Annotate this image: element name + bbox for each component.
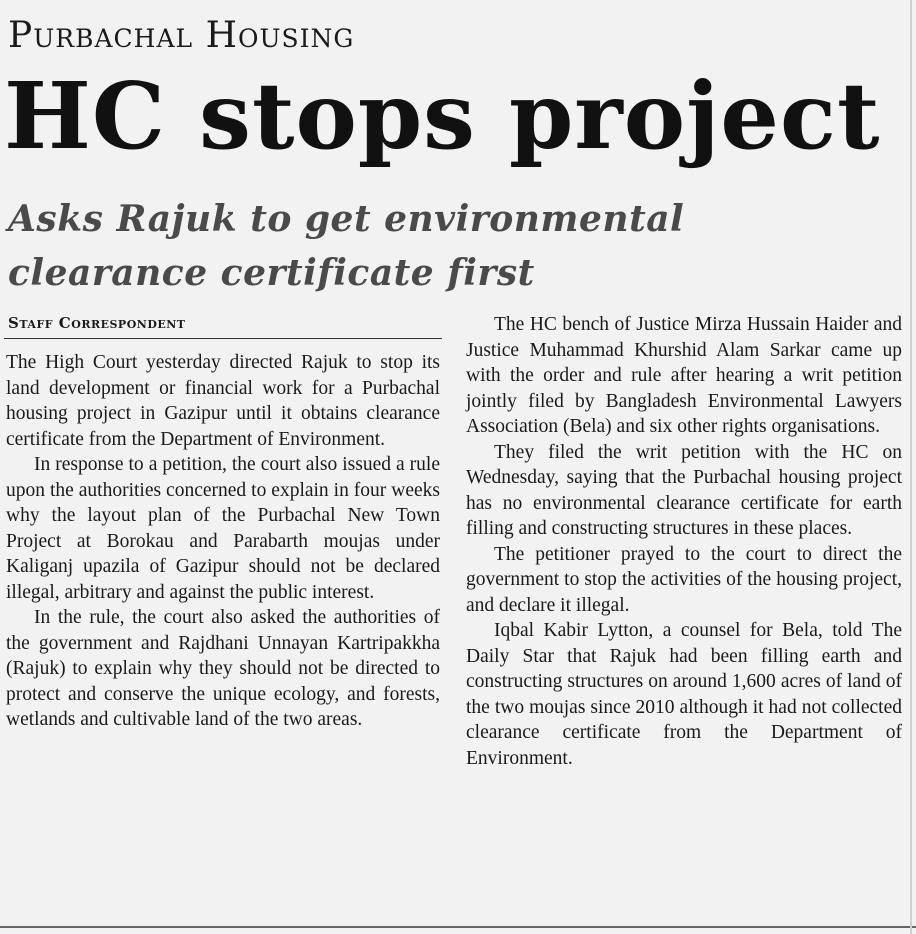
paragraph: They filed the writ petition with the HC on Wednesday, saying that the Purbachal housing project has no environmental clearance certificate for earth filling and constructing structures in these places.: [466, 441, 902, 539]
paragraph: Iqbal Kabir Lytton, a counsel for Bela, told The Daily Star that Rajuk had been filling earth and constructing structures on around 1,600 acres of land of the two moujas since 2010 although it had not collected clearance certificate from the Department of Environment.: [466, 620, 902, 769]
clipping-edge: [910, 0, 912, 934]
article-column-right: [466, 312, 902, 771]
headline: HC stops project: [4, 62, 881, 170]
paragraph: In the rule, the court also asked the authorities of the government and Rajdhani Unnayan Kartripakkha (Rajuk) to explain why they should not be directed to protect and conserve the unique ecology, and forests, wetlands and cultivable land of the two areas.: [6, 607, 440, 730]
paragraph: The petitioner prayed to the court to direct the government to stop the activities of the housing project, and declare it illegal.: [466, 543, 902, 616]
subheadline: Asks Rajuk to get environmental clearance certificate first: [8, 198, 685, 294]
article-column-left: [6, 350, 440, 733]
paragraph: The HC bench of Justice Mirza Hussain Haider and Justice Muhammad Khurshid Alam Sarkar came up with the order and rule after hearing a writ petition jointly filed by Bangladesh Environmental Lawyers Association (Bela) and six other rights organisations.: [466, 314, 902, 437]
byline: Staff Correspondent: [8, 314, 186, 332]
bottom-divider: [0, 926, 916, 928]
byline-divider: [4, 338, 442, 339]
paragraph: The High Court yesterday directed Rajuk to stop its land development or financial work for a Purbachal housing project in Gazipur until it obtains clearance certificate from the Department of Environment.: [6, 352, 440, 450]
paragraph: In response to a petition, the court also issued a rule upon the authorities concerned to explain in four weeks why the layout plan of the Purbachal New Town Project at Borokau and Parabarth moujas under Kaliganj upazila of Gazipur should not be declared illegal, arbitrary and against the public interest.: [6, 454, 440, 603]
kicker-label: Purbachal Housing: [8, 15, 355, 56]
